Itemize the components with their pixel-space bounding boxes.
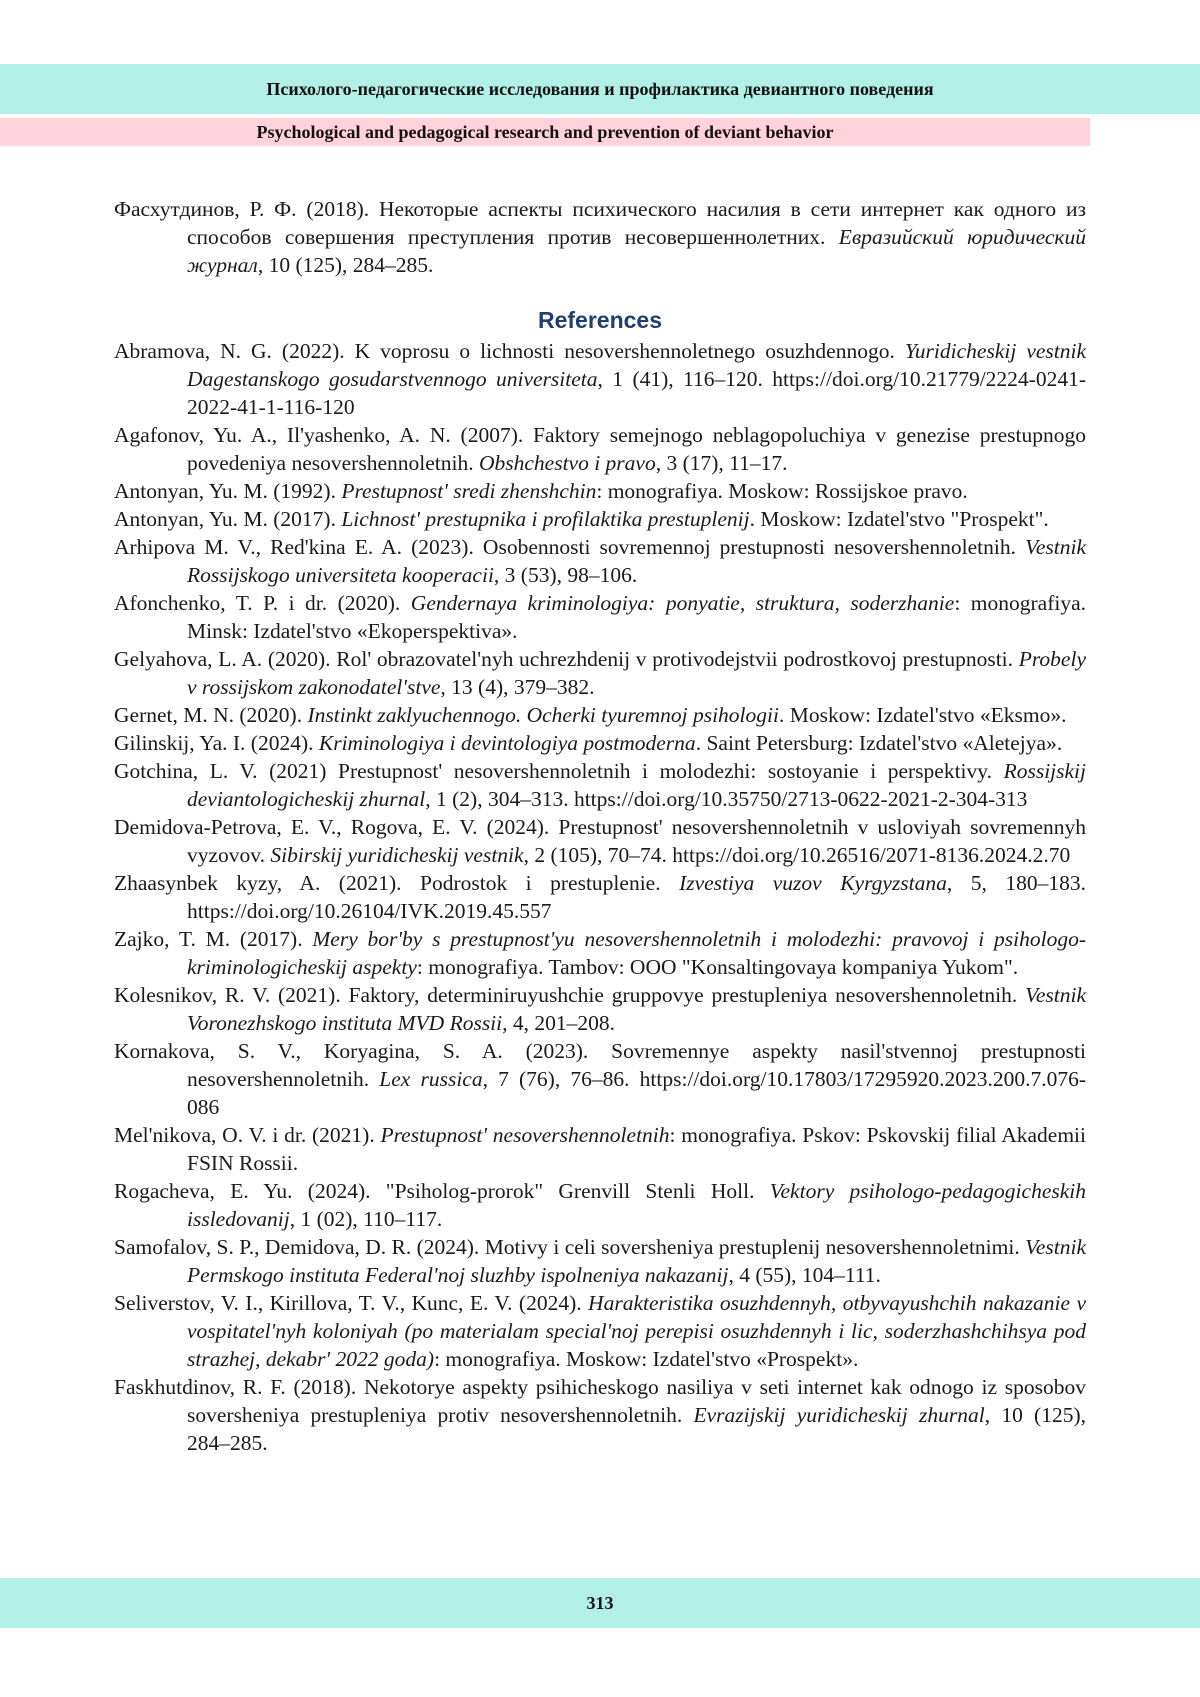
ref-source: Instinkt zaklyuchennogo. Ocherki tyuremnoj psihologii [307, 703, 779, 727]
reference-item [114, 701, 1086, 729]
reference-item [114, 505, 1086, 533]
ref-details: , 1 (02), 110–117. [289, 1207, 443, 1231]
ref-text: Kornakova, S. V., Koryagina, S. A. (2023). Sovremennye aspekty nasil'stvennoj prestupnosti nesovershennoletnih. [114, 1039, 1086, 1091]
ref-details: . Moskow: Izdatel'stvo «Eksmo». [778, 703, 1067, 727]
ref-details: : monografiya. Minsk: Izdatel'stvo «Ekoperspektiva». [187, 591, 1087, 643]
reference-item [114, 813, 1086, 869]
ref-text: Kolesnikov, R. V. (2021). Faktory, determiniruyushchie gruppovye prestupleniya nesovershennoletnih. [114, 983, 1026, 1007]
ref-source: Evrazijskij yuridicheskij zhurnal [693, 1403, 985, 1427]
reference-item [114, 1121, 1086, 1177]
reference-item [114, 533, 1086, 589]
ref-details: , 1 (2), 304–313. https://doi.org/10.35750/2713-0622-2021-2-304-313 [425, 787, 1028, 811]
ref-details: , 10 (125), 284–285. [187, 1403, 1086, 1455]
reference-item-ru [114, 195, 1086, 279]
ref-source: Harakteristika osuzhdennyh, otbyvayushchih nakazanie v vospitatel'nyh koloniyah (po materialam special'noj perepisi osuzhdennyh i lic, soderzhashchihsya pod strazhej, dekabr' 2022 goda) [187, 1291, 1086, 1371]
ref-source: Prestupnost' sredi zhenshchin [341, 479, 597, 503]
reference-item [114, 869, 1086, 925]
ref-details: : monografiya. Moskow: Rossijskoe pravo. [596, 479, 968, 503]
ref-source: Sibirskij yuridicheskij vestnik [270, 843, 524, 867]
ref-text: Фасхутдинов, Р. Ф. (2018). Некоторые аспекты психического насилия в сети интернет как одного из способов совершения преступления против несовершеннолетних. [114, 197, 1086, 249]
ref-text: Samofalov, S. P., Demidova, D. R. (2024). Motivy i celi soversheniya prestuplenij nesovershennoletnimi. [114, 1235, 1026, 1259]
ref-details: , 13 (4), 379–382. [440, 675, 595, 699]
reference-item [114, 589, 1086, 645]
ref-text: Zhaasynbek kyzy, A. (2021). Podrostok i prestuplenie. [114, 871, 680, 895]
ref-source: Probely v rossijskom zakonodatel'stve [187, 647, 1086, 699]
ref-details: , 1 (41), 116–120. https://doi.org/10.21779/2224-0241-2022-41-1-116-120 [187, 367, 1086, 419]
ref-source: Vestnik Permskogo instituta Federal'noj sluzhby ispolneniya nakazanij [187, 1235, 1086, 1287]
reference-item [114, 1177, 1086, 1233]
ref-source: Yuridicheskij vestnik Dagestanskogo gosudarstvennogo universiteta [187, 339, 1087, 391]
ref-source: Obshchestvo i pravo [478, 451, 656, 475]
reference-item [114, 1373, 1086, 1457]
ref-source: Vestnik Rossijskogo universiteta kooperacii [187, 535, 1086, 587]
ref-text: Arhipova M. V., Red'kina E. A. (2023). Osobennosti sovremennoj prestupnosti nesovershennoletnih. [114, 535, 1026, 559]
reference-item [114, 925, 1086, 981]
ref-text: Antonyan, Yu. M. (1992). [114, 479, 342, 503]
ref-source: Gendernaya kriminologiya: ponyatie, struktura, soderzhanie [410, 591, 955, 615]
ref-source: Izvestiya vuzov Kyrgyzstana [679, 871, 947, 895]
ref-text: Antonyan, Yu. M. (2017). [114, 507, 342, 531]
ref-text: Rogacheva, E. Yu. (2024). "Psiholog-prorok" Grenvill Stenli Holl. [114, 1179, 770, 1203]
ref-text: Gelyahova, L. A. (2020). Rol' obrazovatel'nyh uchrezhdenij v protivodejstvii podrostkovoj prestupnosti. [114, 647, 1019, 671]
reference-item [114, 645, 1086, 701]
ref-text: Seliverstov, V. I., Kirillova, T. V., Kunc, E. V. (2024). [114, 1291, 589, 1315]
ref-source: Vestnik Voronezhskogo instituta MVD Rossii [187, 983, 1086, 1035]
ref-text: Abramova, N. G. (2022). K voprosu o lichnosti nesovershennoletnego osuzhdennogo. [114, 339, 905, 363]
ref-details: , 3 (17), 11–17. [655, 451, 788, 475]
ref-source: Rossijskij deviantologicheskij zhurnal [187, 759, 1086, 811]
ref-source: Lex russica [379, 1067, 483, 1091]
ref-details: , 5, 180–183. https://doi.org/10.26104/IVK.2019.45.557 [187, 871, 1086, 923]
ref-text: Faskhutdinov, R. F. (2018). Nekotorye aspekty psihicheskogo nasiliya v seti internet kak odnogo iz sposobov soversheniya prestupleniya protiv nesovershennoletnih. [114, 1375, 1086, 1427]
ref-details: , 2 (105), 70–74. https://doi.org/10.26516/2071-8136.2024.2.70 [523, 843, 1071, 867]
ref-details: : monografiya. Tambov: OOO "Konsaltingovaya kompaniya Yukom". [416, 955, 1019, 979]
ref-details: , 10 (125), 284–285. [257, 253, 434, 277]
ref-details: . Saint Petersburg: Izdatel'stvo «Aletejya». [695, 731, 1063, 755]
ref-text: Agafonov, Yu. A., Il'yashenko, A. N. (2007). Faktory semejnogo neblagopoluchiya v genezise prestupnogo povedeniya nesovershennoletnih. [114, 423, 1086, 475]
ref-text: Zajko, T. M. (2017). [114, 927, 313, 951]
ref-source: Евразийский юридический журнал [187, 225, 1086, 277]
ref-text: Gernet, M. N. (2020). [114, 703, 308, 727]
ref-text: Afonchenko, T. P. i dr. (2020). [114, 591, 411, 615]
ref-details: , 7 (76), 76–86. https://doi.org/10.17803/17295920.2023.200.7.076-086 [187, 1067, 1086, 1119]
reference-item [114, 1233, 1086, 1289]
page-footer [0, 1578, 1200, 1628]
page-number: 313 [586, 1592, 614, 1613]
ref-details: , 3 (53), 98–106. [493, 563, 638, 587]
reference-item [114, 477, 1086, 505]
reference-item [114, 729, 1086, 757]
reference-item [114, 421, 1086, 477]
ref-text: Demidova-Petrova, E. V., Rogova, E. V. (2024). Prestupnost' nesovershennoletnih v usloviyah sovremennyh vyzovov. [114, 815, 1086, 867]
ref-source: Kriminologiya i devintologiya postmoderna [318, 731, 696, 755]
reference-item [114, 337, 1086, 421]
reference-item [114, 1037, 1086, 1121]
ref-source: Vektory psihologo-pedagogicheskih issledovanij [187, 1179, 1087, 1231]
reference-item [114, 757, 1086, 813]
ref-details: , 4 (55), 104–111. [728, 1263, 881, 1287]
ref-text: Gotchina, L. V. (2021) Prestupnost' nesovershennoletnih i molodezhi: sostoyanie i perspektivy. [114, 759, 1004, 783]
reference-item [114, 981, 1086, 1037]
journal-title-en: Psychological and pedagogical research and prevention of deviant behavior [0, 118, 1090, 146]
ref-text: Gilinskij, Ya. I. (2024). [114, 731, 319, 755]
ref-details: , 4, 201–208. [502, 1011, 616, 1035]
ref-details: : monografiya. Pskov: Pskovskij filial Akademii FSIN Rossii. [187, 1123, 1087, 1175]
ref-details: . Moskow: Izdatel'stvo "Prospekt". [749, 507, 1049, 531]
page-content [114, 195, 1086, 1457]
references-heading: References [537, 307, 663, 333]
ref-source: Lichnost' prestupnika i profilaktika prestuplenij [341, 507, 750, 531]
journal-title-ru: Психолого-педагогические исследования и профилактика девиантного поведения [0, 64, 1200, 114]
ref-source: Mery bor'by s prestupnost'yu nesovershennoletnih i molodezhi: pravovoj i psihologo-kriminologicheskij aspekty [187, 927, 1087, 979]
reference-item [114, 1289, 1086, 1373]
ref-details: : monografiya. Moskow: Izdatel'stvo «Prospekt». [434, 1347, 859, 1371]
ref-text: Mel'nikova, O. V. i dr. (2021). [114, 1123, 381, 1147]
ref-source: Prestupnost' nesovershennoletnih [380, 1123, 670, 1147]
